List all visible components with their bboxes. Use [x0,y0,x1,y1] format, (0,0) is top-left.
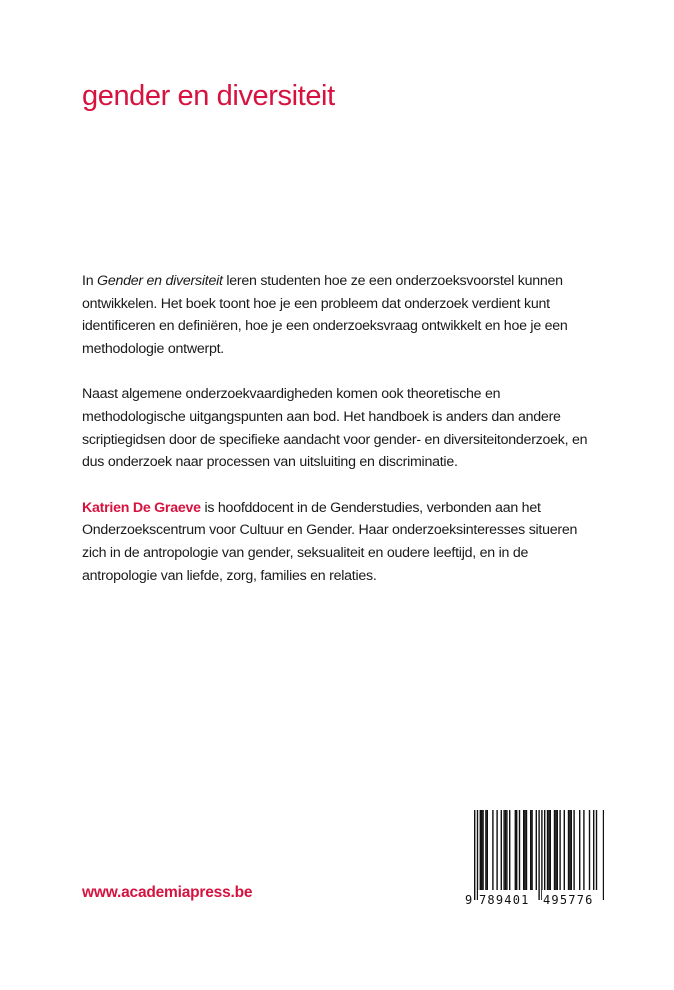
barcode-digits [462,890,604,910]
barcode-bar [583,810,584,890]
barcode-bar [531,810,532,890]
barcode-bar [474,810,475,900]
barcode-bar [516,810,517,890]
barcode-bar [523,810,524,890]
barcode-bar [603,810,604,900]
barcode-right-group: 495776 [542,890,595,910]
barcode-bar [481,810,482,890]
barcode-bar [524,810,525,890]
barcode-bar [564,810,565,890]
barcode-first-digit: 9 [464,890,473,910]
barcode-bar [589,810,590,890]
barcode-bar [485,810,486,890]
barcode-bar [555,810,556,890]
barcode-bar [579,810,580,890]
barcode-bar [544,810,545,890]
barcode-bar [568,810,569,890]
book-title: gender en diversiteit [82,80,335,112]
barcode-bar [569,810,570,890]
barcode-bar [506,810,507,890]
barcode-bar [515,810,516,890]
barcode-bar [571,810,572,890]
barcode-bar [477,810,478,900]
barcode-bar [557,810,558,890]
intro-text: leren studenten hoe ze een onderzoeksvoorstel kunnen ontwikkelen. Het boek toont hoe je een probleem dat onderzoek verdient kunt identificeren en definiëren, hoe je een onderzoeksvraag ontwikkelt en hoe je een methodologie ontwerpt. [82,273,568,357]
barcode-left-group: 789401 [478,890,531,910]
barcode-bar [593,810,594,890]
paragraph-author [82,497,602,587]
paragraph-intro [82,270,602,360]
barcode-bar [536,810,537,890]
barcode-bar [519,810,520,890]
back-cover-text [82,270,602,610]
barcode-bar [509,810,510,890]
isbn-barcode [462,810,604,910]
barcode-bar [496,810,497,890]
barcode-bar [487,810,488,890]
barcode-bars [462,810,604,902]
barcode-bar [503,810,504,890]
barcode-bar [501,810,502,890]
barcode-bar [554,810,555,890]
barcode-bar [548,810,549,890]
barcode-bar [480,810,481,890]
barcode-bar [505,810,506,890]
author-bio: is hoofddocent in de Genderstudies, verbonden aan het Onderzoekscentrum voor Cultuur en Gender. Haar onderzoeksinteresses situeren zich in de antropologie van gender, seksualiteit en oudere leeftijd, en in de antropologie van liefde, zorg, families en relaties. [82,499,578,584]
barcode-bar [492,810,493,890]
barcode-bar [573,810,574,890]
author-name: Katrien De Graeve [82,499,201,516]
barcode-bar [596,810,597,890]
barcode-bar [482,810,483,890]
paragraph-content: Naast algemene onderzoekvaardigheden komen ook theoretische en methodologische uitgangspunten aan bod. Het handboek is anders dan andere scriptiegidsen door de specifieke aandacht voor gender- en diversiteitonderzoek, en dus onderzoek naar processen van uitsluiting en discriminatie. [82,386,588,471]
intro-prefix: In [82,273,98,289]
barcode-bar [530,810,531,890]
publisher-website-link[interactable]: www.academiapress.be [82,884,253,901]
intro-title-italic: Gender en diversiteit [97,273,223,289]
barcode-bar [541,810,542,900]
barcode-bar [526,810,527,890]
barcode-bar [538,810,539,900]
barcode-bar [559,810,560,890]
barcode-bar [547,810,548,890]
barcode-bar [550,810,551,890]
